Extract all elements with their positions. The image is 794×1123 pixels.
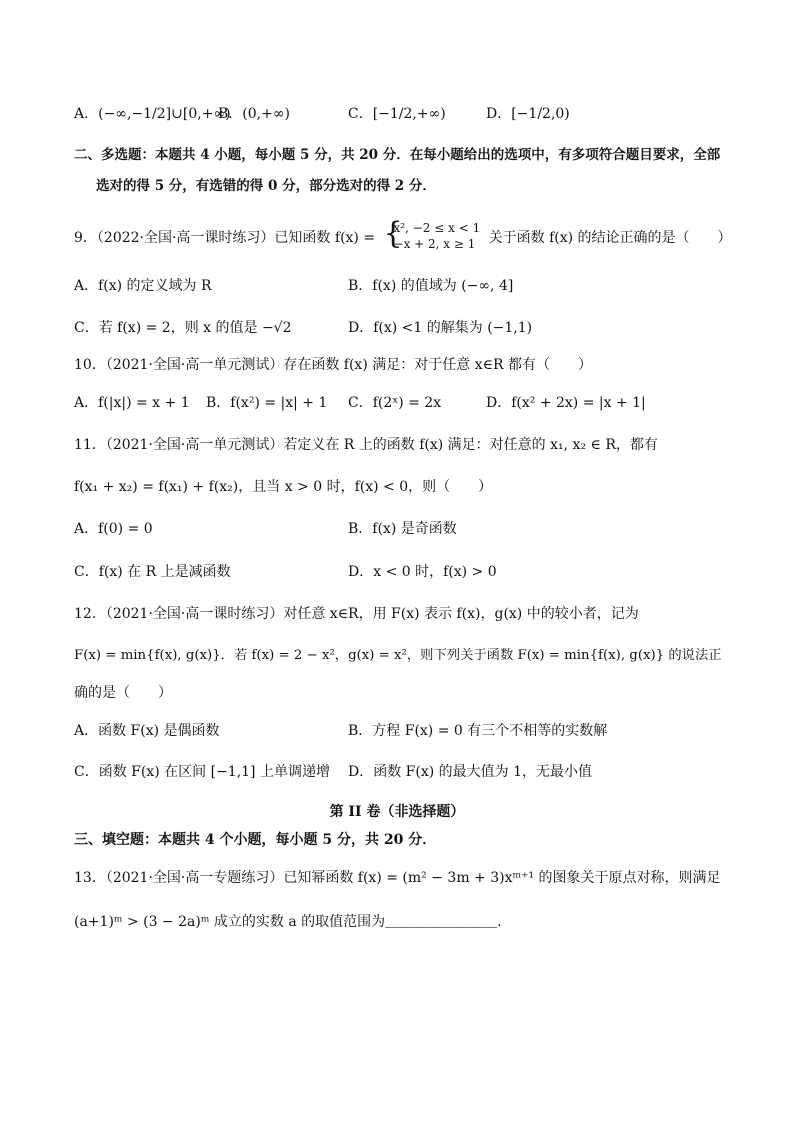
q10-option-c: C．f(2ˣ) = 2x [348,395,442,411]
q9-case2: −x + 2, x ≥ 1 [393,237,476,251]
q12-option-d: D．函数 F(x) 的最大值为 1，无最小值 [348,764,593,780]
q11-stem-line2: f(x₁ + x₂) = f(x₁) + f(x₂)，且当 x > 0 时，f(x) < 0，则（ ） [74,479,493,495]
q12-stem-line2: F(x) = min{f(x), g(x)}．若 f(x) = 2 − x²，g(x) = x²，则下列关于函数 F(x) = min{f(x), g(x)} 的说法正 [74,648,722,663]
q11-option-a: A．f(0) = 0 [74,521,153,537]
q12-option-b: B．方程 F(x) = 0 有三个不相等的实数解 [348,723,608,739]
q9-option-b: B．f(x) 的值域为 (−∞, 4] [348,278,514,294]
q9-stem-post: 关于函数 f(x) 的结论正确的是（ ） [488,230,732,246]
q10-option-d: D．f(x² + 2x) = |x + 1| [486,395,646,411]
q11-option-b: B．f(x) 是奇函数 [348,521,457,537]
q8-option-a: A．(−∞,−1/2]∪[0,+∞) [74,106,231,122]
q10-option-a: A．f(|x|) = x + 1 [74,395,190,411]
section2-heading-line1: 二、多选题：本题共 4 小题，每小题 5 分，共 20 分．在每小题给出的选项中，有多项符合题目要求，全部 [74,147,721,163]
q9-stem [74,216,732,254]
q9-option-a: A．f(x) 的定义域为 R [74,278,212,294]
section3-heading: 三、填空题：本题共 4 个小题，每小题 5 分，共 20 分． [74,832,437,848]
q12-option-a: A．函数 F(x) 是偶函数 [74,723,220,739]
q9-option-c: C．若 f(x) = 2，则 x 的值是 −√2 [74,320,292,336]
q10-stem: 10．（2021·全国·高一单元测试）存在函数 f(x) 满足：对于任意 x∈R 都有（ ） [74,357,592,373]
q12-stem-line3: 确的是（ ） [74,685,172,701]
q11-option-c: C．f(x) 在 R 上是减函数 [74,564,231,580]
q11-stem-line1: 11．（2021·全国·高一单元测试）若定义在 R 上的函数 f(x) 满足：对任意的 x₁, x₂ ∈ R，都有 [74,437,658,453]
q9-case1: x², −2 ≤ x < 1 [393,221,481,235]
q8-option-b: B．(0,+∞) [218,106,290,122]
q8-option-d: D．[−1/2,0) [486,106,570,122]
section2-heading-line2: 选对的得 5 分，有选错的得 0 分，部分选对的得 2 分． [96,178,436,194]
q12-option-c: C．函数 F(x) 在区间 [−1,1] 上单调递增 [74,764,330,780]
q11-option-d: D．x < 0 时，f(x) > 0 [348,564,497,580]
q13-stem-line1: 13．（2021·全国·高一专题练习）已知幂函数 f(x) = (m² − 3m + 3)xᵐ⁺¹ 的图象关于原点对称，则满足 [74,870,721,886]
part2-title: 第 II 卷（非选择题） [329,804,465,820]
brace-icon: { [383,216,403,251]
q10-option-b: B．f(x²) = |x| + 1 [206,395,328,411]
q13-stem-line2: (a+1)ᵐ > (3 − 2a)ᵐ 成立的实数 a 的取值范围为＿＿＿＿＿＿＿＿. [74,914,502,930]
q9-stem-pre: 9．（2022·全国·高一课时练习）已知函数 f(x) = [74,230,376,246]
q12-stem-line1: 12．（2021·全国·高一课时练习）对任意 x∈R，用 F(x) 表示 f(x)，g(x) 中的较小者，记为 [74,606,639,622]
q8-option-c: C．[−1/2,+∞) [348,106,446,122]
q9-option-d: D．f(x) <1 的解集为 (−1,1) [348,320,533,336]
q9-piecewise [383,216,481,252]
